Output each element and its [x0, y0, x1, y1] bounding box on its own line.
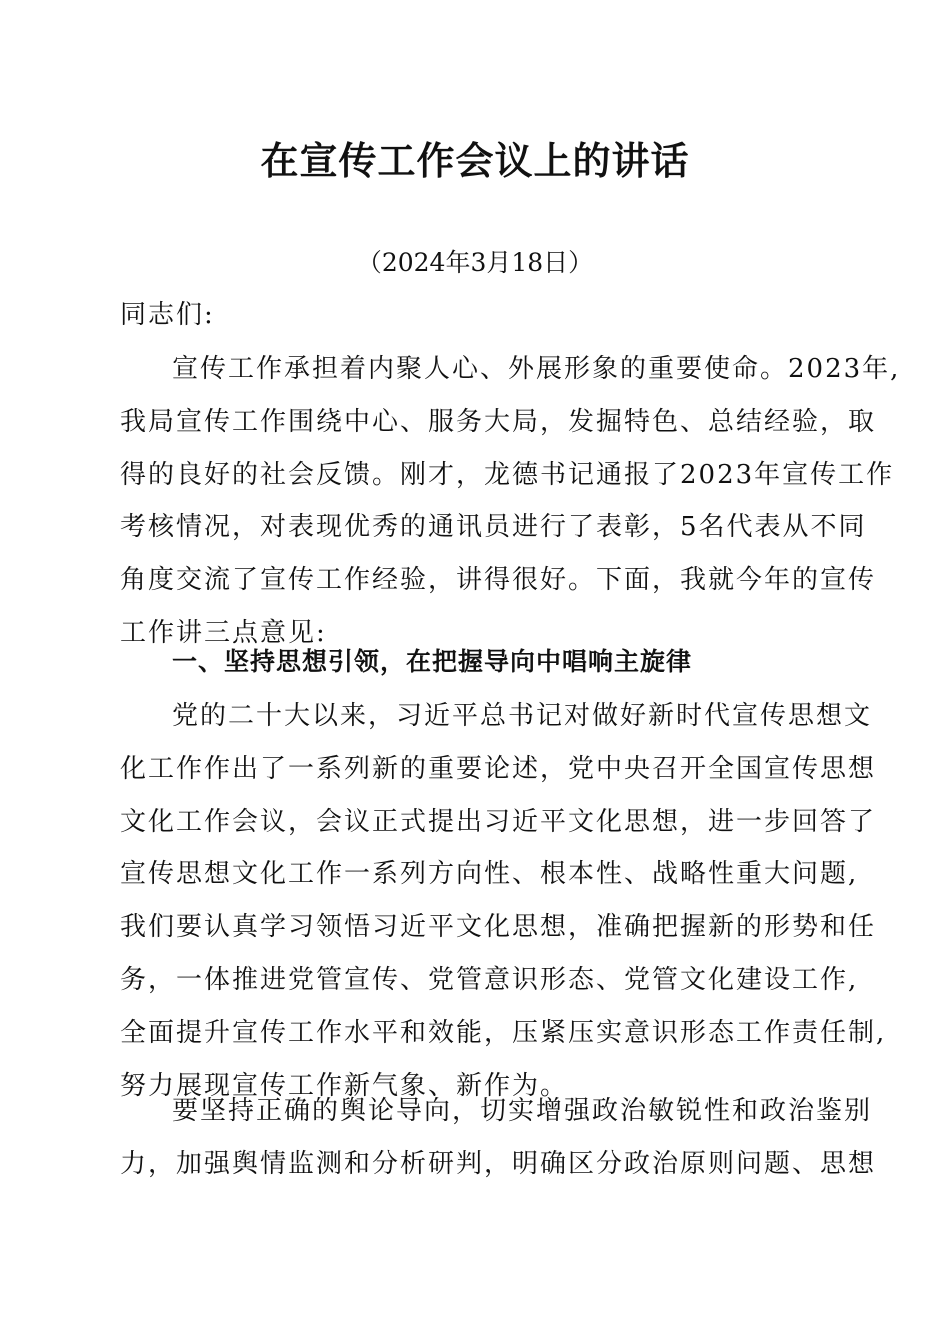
paragraph-line: 考核情况，对表现优秀的通讯员进行了表彰，5名代表从不同: [120, 512, 867, 543]
paragraph-intro: [120, 343, 901, 660]
paragraph-line: 宣传工作承担着内聚人心、外展形象的重要使命。2023年,: [172, 354, 901, 384]
paragraph-line: 党的二十大以来，习近平总书记对做好新时代宣传思想文: [172, 701, 873, 731]
speech-date: （2024年3月18日）: [356, 248, 594, 277]
paragraph-line: 角度交流了宣传工作经验，讲得很好。下面，我就今年的宣传: [120, 565, 877, 596]
paragraph-line: 化工作作出了一系列新的重要论述，党中央召开全国宣传思想: [120, 753, 877, 784]
document-title: 在宣传工作会议上的讲话: [260, 138, 690, 183]
salutation: 同志们:: [120, 300, 215, 330]
paragraph-section-1: [120, 690, 887, 1112]
paragraph-guidance: [120, 1085, 877, 1191]
paragraph-line: 全面提升宣传工作水平和效能，压紧压实意识形态工作责任制,: [120, 1017, 887, 1048]
paragraph-line: 我局宣传工作围绕中心、服务大局，发掘特色、总结经验，取: [120, 406, 877, 437]
paragraph-line: 文化工作会议，会议正式提出习近平文化思想，进一步回答了: [120, 806, 877, 837]
paragraph-line: 宣传思想文化工作一系列方向性、根本性、战略性重大问题,: [120, 859, 859, 890]
section-heading-1: 一、坚持思想引领，在把握导向中唱响主旋律: [172, 647, 693, 676]
paragraph-line: 努力展现宣传工作新气象、新作为。: [120, 1070, 569, 1101]
paragraph-line: 得的良好的社会反馈。刚才，龙德书记通报了2023年宣传工作: [120, 459, 895, 490]
paragraph-line: 工作讲三点意见:: [120, 617, 327, 648]
paragraph-line: 我们要认真学习领悟习近平文化思想，准确把握新的形势和任: [120, 912, 877, 943]
paragraph-line: 务，一体推进党管宣传、党管意识形态、党管文化建设工作,: [120, 964, 859, 995]
paragraph-line: 力，加强舆情监测和分析研判，明确区分政治原则问题、思想: [120, 1148, 877, 1179]
paragraph-line: 要坚持正确的舆论导向，切实增强政治敏锐性和政治鉴别: [172, 1096, 873, 1126]
